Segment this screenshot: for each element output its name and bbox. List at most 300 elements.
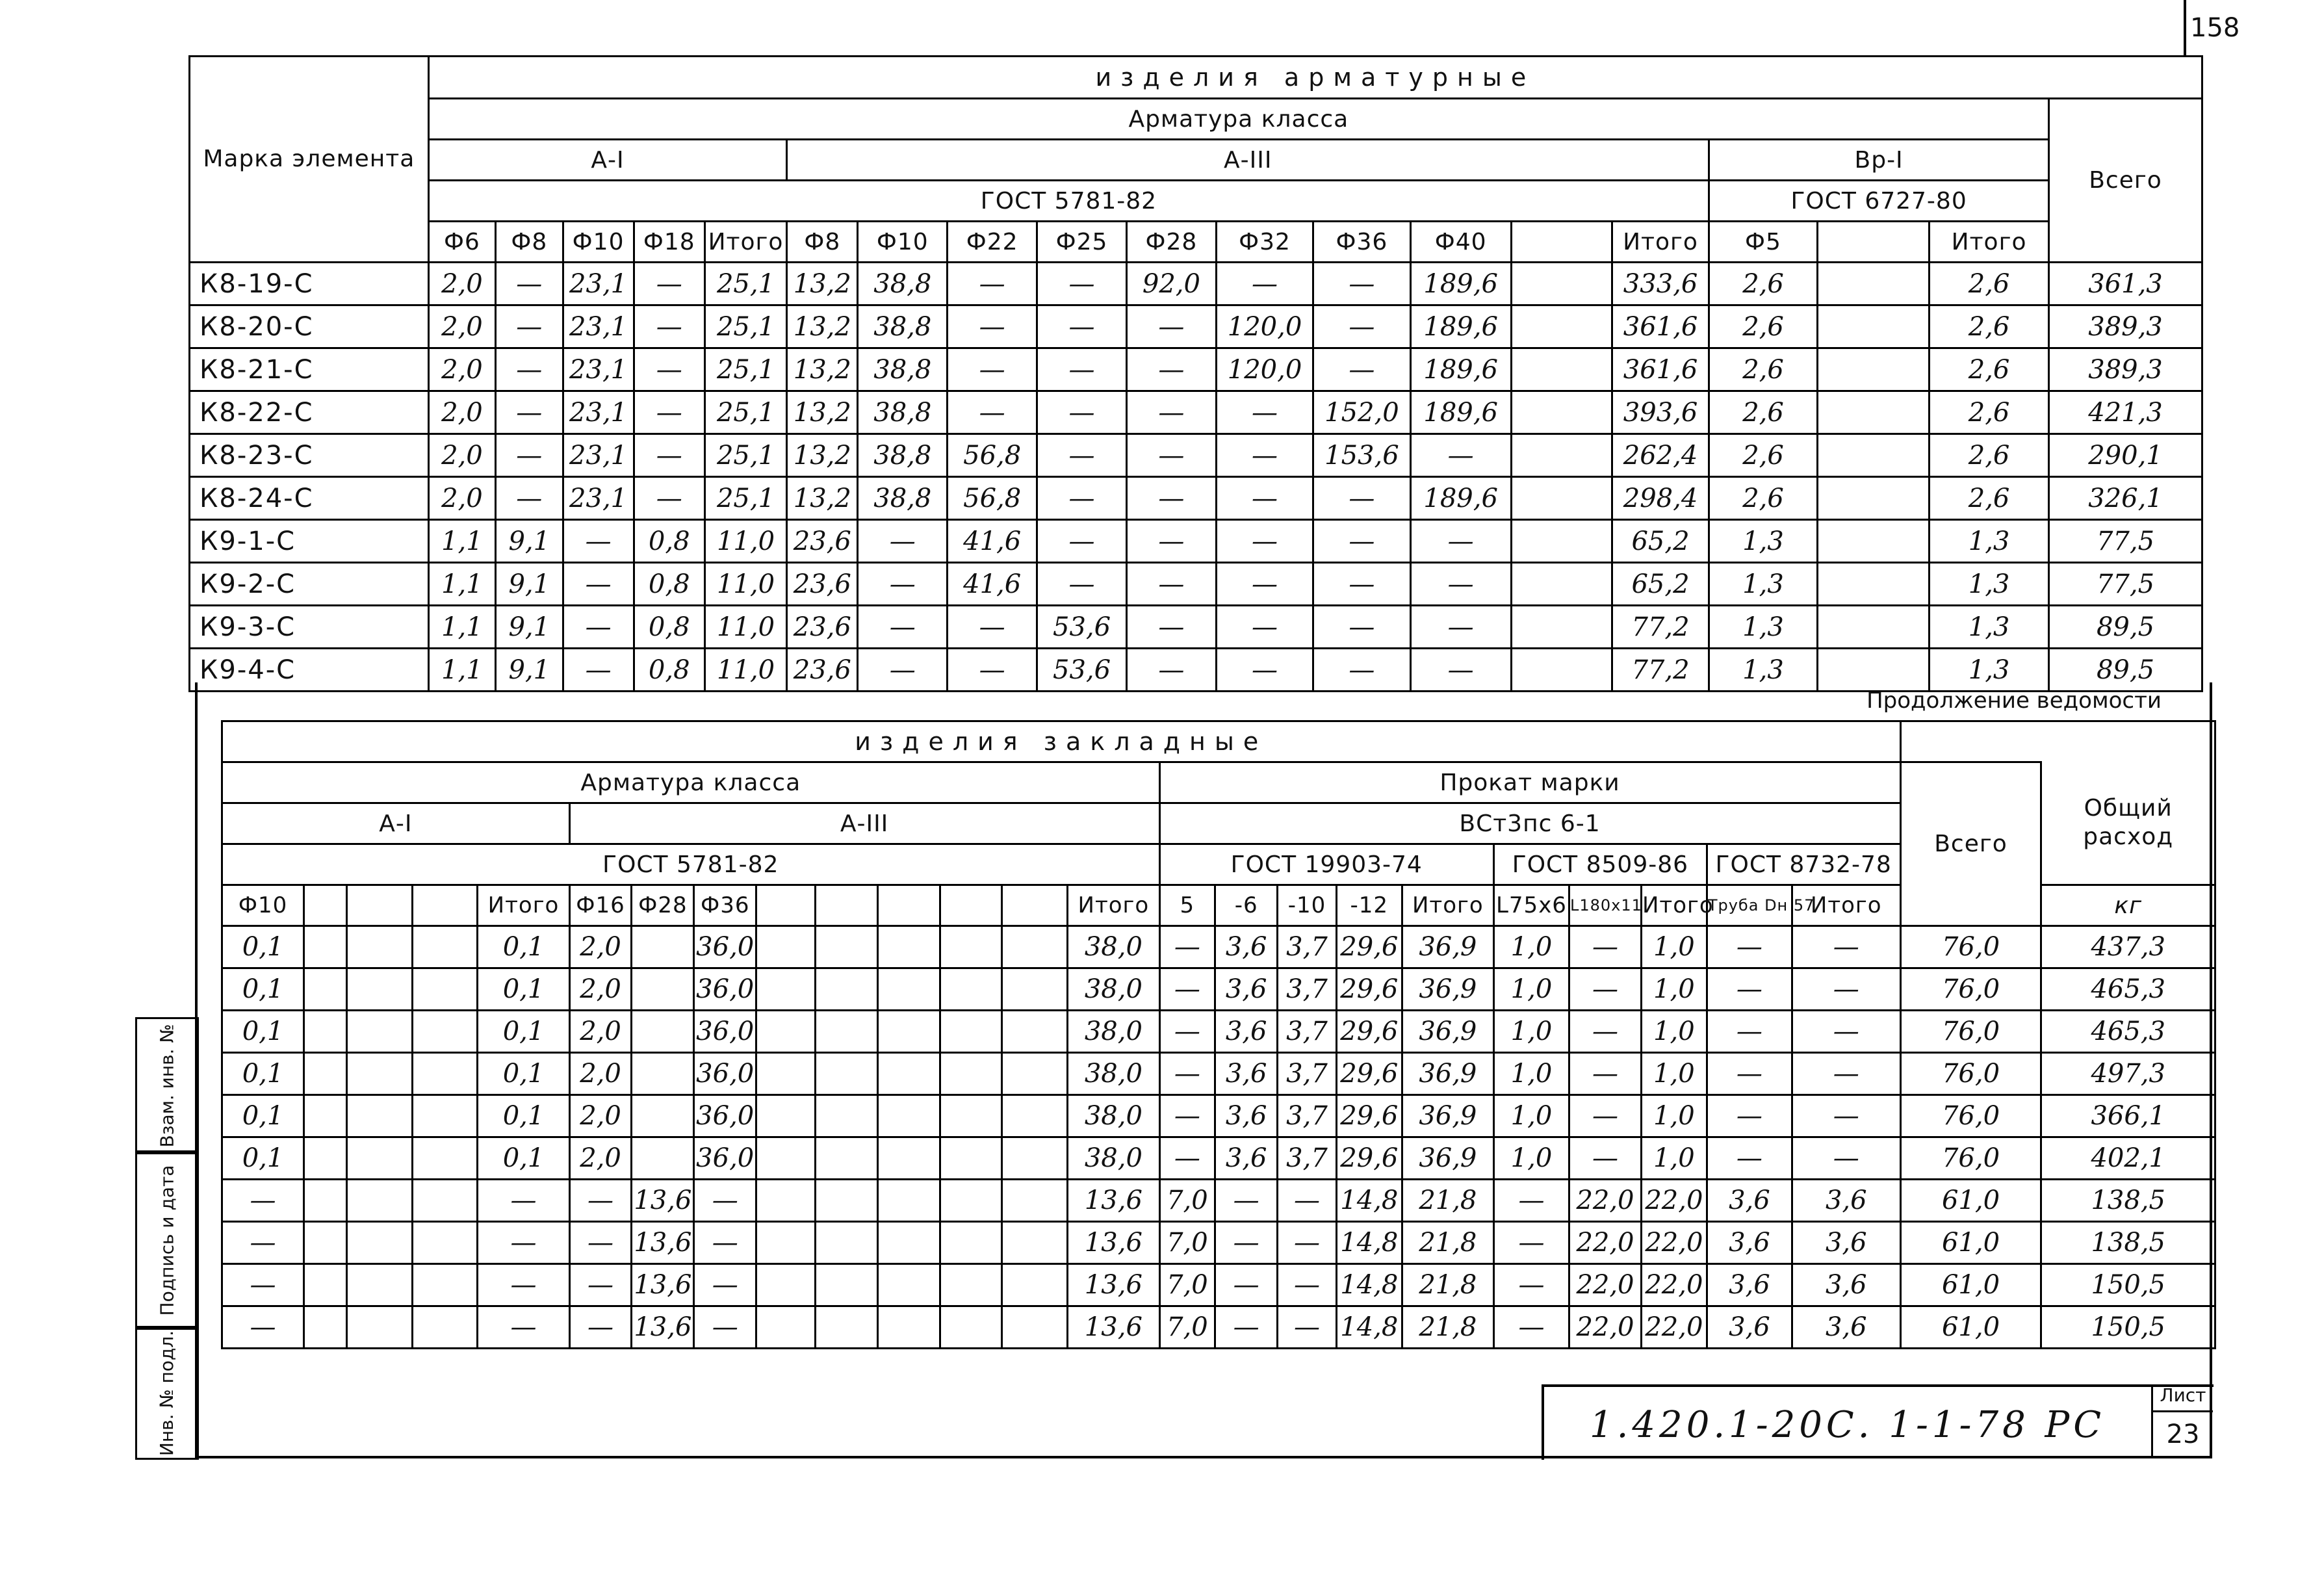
bottom-column-header: Ф36 xyxy=(694,885,756,926)
table-row xyxy=(190,563,2202,606)
table-row xyxy=(190,305,2202,348)
table-cell: 2,6 xyxy=(1709,263,1818,305)
table-cell: — xyxy=(948,348,1037,391)
table-cell: — xyxy=(1569,1137,1641,1180)
table-cell: — xyxy=(1037,348,1127,391)
table-cell: — xyxy=(1569,1095,1641,1137)
row-total: 89,5 xyxy=(2049,606,2202,649)
row-total: 77,5 xyxy=(2049,563,2202,606)
table-cell: 7,0 xyxy=(1159,1180,1215,1222)
top-column-header xyxy=(1511,222,1612,263)
table-cell xyxy=(877,926,940,968)
table-cell: — xyxy=(478,1180,569,1222)
table-cell xyxy=(815,1053,877,1095)
table-cell: 1,3 xyxy=(1709,520,1818,563)
bottom-group-a3: А-III xyxy=(569,803,1159,844)
table-cell: 29,6 xyxy=(1336,1011,1402,1053)
table-cell xyxy=(412,1222,478,1264)
row-total: 61,0 xyxy=(1900,1264,2041,1306)
table-cell: 2,0 xyxy=(428,348,495,391)
table-cell: 2,0 xyxy=(428,305,495,348)
prokat-header: Прокат марки xyxy=(1159,762,1900,803)
table-row xyxy=(190,434,2202,477)
table-cell: — xyxy=(858,563,948,606)
table-cell xyxy=(815,1011,877,1053)
table-cell: 2,0 xyxy=(428,391,495,434)
table-cell: — xyxy=(1313,606,1410,649)
table-cell: — xyxy=(1707,968,1792,1011)
table-cell: 120,0 xyxy=(1216,305,1313,348)
table-cell: 25,1 xyxy=(704,477,786,520)
top-column-header: Ф25 xyxy=(1037,222,1127,263)
table-cell: 0,8 xyxy=(634,606,704,649)
table-cell: — xyxy=(1707,1095,1792,1137)
row-total: 76,0 xyxy=(1900,968,2041,1011)
table-cell xyxy=(412,1053,478,1095)
table-cell: 22,0 xyxy=(1641,1222,1707,1264)
bottom-column-header: Итого xyxy=(1641,885,1707,926)
table-cell xyxy=(877,1306,940,1349)
table-cell: — xyxy=(1215,1180,1278,1222)
table-cell: 14,8 xyxy=(1336,1222,1402,1264)
table-cell: 38,0 xyxy=(1068,926,1159,968)
row-overall: 497,3 xyxy=(2041,1053,2215,1095)
table-cell xyxy=(632,926,694,968)
table-cell: 1,3 xyxy=(1930,563,2049,606)
table-cell xyxy=(1002,968,1068,1011)
table-cell: — xyxy=(1126,477,1216,520)
table-cell: 65,2 xyxy=(1612,520,1709,563)
table-row xyxy=(222,1053,2215,1095)
element-mark: К8-21-С xyxy=(190,348,429,391)
table-cell: 38,0 xyxy=(1068,1095,1159,1137)
table-cell: 25,1 xyxy=(704,263,786,305)
table-cell xyxy=(304,1222,347,1264)
table-cell: — xyxy=(222,1306,304,1349)
table-cell: — xyxy=(222,1180,304,1222)
table-cell: 1,0 xyxy=(1493,926,1569,968)
top-column-header: Итого xyxy=(1930,222,2049,263)
table-cell: 361,6 xyxy=(1612,348,1709,391)
table-cell: 0,1 xyxy=(478,1011,569,1053)
table-cell: — xyxy=(1313,520,1410,563)
table-cell: 13,6 xyxy=(1068,1264,1159,1306)
table-cell: 1,0 xyxy=(1493,1137,1569,1180)
table-cell: — xyxy=(563,606,634,649)
table-cell: 0,1 xyxy=(478,1095,569,1137)
table-cell: — xyxy=(634,305,704,348)
table-cell: — xyxy=(1707,1137,1792,1180)
table-cell: 77,2 xyxy=(1612,649,1709,692)
table-cell: — xyxy=(1792,1011,1900,1053)
bottom-column-header xyxy=(412,885,478,926)
table-cell: 3,6 xyxy=(1707,1180,1792,1222)
table-row xyxy=(222,1180,2215,1222)
table-cell xyxy=(756,1222,816,1264)
table-cell: — xyxy=(694,1222,756,1264)
table-cell: — xyxy=(1313,348,1410,391)
table-cell: 23,1 xyxy=(563,477,634,520)
table-cell xyxy=(1817,477,1929,520)
table-cell: 25,1 xyxy=(704,434,786,477)
table-cell: 1,0 xyxy=(1641,1053,1707,1095)
table-cell: 41,6 xyxy=(948,520,1037,563)
table-cell: 2,0 xyxy=(569,926,632,968)
bottom-column-header: Итого xyxy=(478,885,569,926)
bottom-column-header xyxy=(1002,885,1068,926)
table-cell xyxy=(1511,263,1612,305)
stamp-signature-date-label: Подпись и дата xyxy=(156,1165,178,1315)
row-total: 61,0 xyxy=(1900,1306,2041,1349)
bottom-column-header: L180x11 xyxy=(1569,885,1641,926)
table-row xyxy=(190,477,2202,520)
gost-vr: ГОСТ 6727-80 xyxy=(1709,181,2049,222)
table-cell: 3,7 xyxy=(1278,1053,1337,1095)
table-cell: — xyxy=(1410,606,1511,649)
table-cell: — xyxy=(496,434,563,477)
table-cell: 189,6 xyxy=(1410,263,1511,305)
table-cell: — xyxy=(563,520,634,563)
table-cell: 22,0 xyxy=(1569,1264,1641,1306)
table-cell: 2,6 xyxy=(1930,434,2049,477)
table-cell: 38,8 xyxy=(858,477,948,520)
row-overall: 366,1 xyxy=(2041,1095,2215,1137)
top-column-header: Ф32 xyxy=(1216,222,1313,263)
table-cell xyxy=(756,1095,816,1137)
table-cell: 13,6 xyxy=(632,1222,694,1264)
bottom-column-header: Труба Dн 57 xyxy=(1707,885,1792,926)
table-cell: 0,1 xyxy=(222,1095,304,1137)
table-cell: 36,0 xyxy=(694,1053,756,1095)
document-code: 1.420.1-20С. 1-1-78 РС xyxy=(1590,1404,2106,1446)
table-row xyxy=(222,1306,2215,1349)
row-overall: 437,3 xyxy=(2041,926,2215,968)
table-cell: 92,0 xyxy=(1126,263,1216,305)
table-cell: 3,6 xyxy=(1792,1306,1900,1349)
row-total: 326,1 xyxy=(2049,477,2202,520)
table-cell: 22,0 xyxy=(1641,1180,1707,1222)
table-cell: 14,8 xyxy=(1336,1180,1402,1222)
table-cell: 36,9 xyxy=(1402,926,1493,968)
table-cell xyxy=(1817,348,1929,391)
bottom-table-title: изделия закладные xyxy=(222,721,1901,762)
table-cell: — xyxy=(563,563,634,606)
table-cell: — xyxy=(478,1306,569,1349)
bottom-gost-a: ГОСТ 19903-74 xyxy=(1159,844,1493,885)
row-total: 89,5 xyxy=(2049,649,2202,692)
table-cell xyxy=(346,1053,412,1095)
table-cell: 1,3 xyxy=(1709,563,1818,606)
table-cell xyxy=(304,1095,347,1137)
table-cell: 1,0 xyxy=(1641,1095,1707,1137)
table-cell: 1,3 xyxy=(1709,649,1818,692)
top-column-header: Ф22 xyxy=(948,222,1037,263)
frame-left-line xyxy=(195,682,198,1459)
table-cell: — xyxy=(478,1264,569,1306)
table-cell: 3,7 xyxy=(1278,1011,1337,1053)
table-cell: 13,2 xyxy=(787,263,858,305)
table-cell: 2,6 xyxy=(1709,348,1818,391)
element-mark: К9-3-С xyxy=(190,606,429,649)
element-mark: К8-19-С xyxy=(190,263,429,305)
table-cell: 38,8 xyxy=(858,434,948,477)
stamp-signature-date xyxy=(135,1150,199,1330)
table-cell: 333,6 xyxy=(1612,263,1709,305)
table-cell: 3,7 xyxy=(1278,926,1337,968)
bottom-column-header: Ф10 xyxy=(222,885,304,926)
table-cell: 23,6 xyxy=(787,649,858,692)
row-total: 61,0 xyxy=(1900,1180,2041,1222)
table-cell: — xyxy=(1313,263,1410,305)
table-cell xyxy=(412,1137,478,1180)
table-cell: 25,1 xyxy=(704,348,786,391)
table-cell: — xyxy=(1569,926,1641,968)
continuation-caption: Продолжение ведомости xyxy=(1866,688,2162,714)
table-cell xyxy=(940,1095,1002,1137)
table-cell xyxy=(412,968,478,1011)
table-cell: 2,6 xyxy=(1930,305,2049,348)
table-cell: 0,1 xyxy=(222,926,304,968)
table-cell: — xyxy=(569,1306,632,1349)
row-total: 76,0 xyxy=(1900,926,2041,968)
group-a1: А-I xyxy=(428,140,787,181)
top-column-header: Ф5 xyxy=(1709,222,1818,263)
table-cell: — xyxy=(1037,391,1127,434)
table-cell xyxy=(756,968,816,1011)
table-cell: 23,1 xyxy=(563,348,634,391)
element-mark: К8-22-С xyxy=(190,391,429,434)
bottom-column-header: Ф28 xyxy=(632,885,694,926)
bottom-column-header: Итого xyxy=(1068,885,1159,926)
top-column-header: Ф28 xyxy=(1126,222,1216,263)
table-cell: 2,0 xyxy=(428,477,495,520)
table-cell: 56,8 xyxy=(948,434,1037,477)
table-cell: 3,6 xyxy=(1215,926,1278,968)
table-cell: — xyxy=(948,263,1037,305)
table-cell: — xyxy=(948,606,1037,649)
table-cell: — xyxy=(948,305,1037,348)
table-cell: 2,0 xyxy=(569,968,632,1011)
table-cell: 3,6 xyxy=(1215,1095,1278,1137)
table-cell: 3,7 xyxy=(1278,1095,1337,1137)
table-cell xyxy=(304,1306,347,1349)
table-cell: — xyxy=(1037,305,1127,348)
table-cell: 0,1 xyxy=(222,968,304,1011)
table-cell xyxy=(1817,305,1929,348)
table-cell: 361,6 xyxy=(1612,305,1709,348)
table-cell xyxy=(940,1011,1002,1053)
element-mark: К8-20-С xyxy=(190,305,429,348)
table-cell: — xyxy=(1569,1053,1641,1095)
table-cell: 393,6 xyxy=(1612,391,1709,434)
table-cell: 189,6 xyxy=(1410,477,1511,520)
table-cell: — xyxy=(1037,520,1127,563)
table-cell: — xyxy=(1410,563,1511,606)
bottom-column-header: -6 xyxy=(1215,885,1278,926)
table-cell: 25,1 xyxy=(704,305,786,348)
table-cell: 1,0 xyxy=(1493,1053,1569,1095)
table-cell: 3,6 xyxy=(1215,1137,1278,1180)
table-cell: 38,8 xyxy=(858,305,948,348)
table-cell xyxy=(304,926,347,968)
bottom-title-row xyxy=(222,721,2215,762)
table-cell: — xyxy=(1126,305,1216,348)
table-cell: 0,1 xyxy=(222,1053,304,1095)
table-cell xyxy=(412,1095,478,1137)
bottom-group-a1: А-I xyxy=(222,803,570,844)
table-cell xyxy=(756,1011,816,1053)
bottom-column-header: Ф16 xyxy=(569,885,632,926)
table-cell: 153,6 xyxy=(1313,434,1410,477)
table-cell: — xyxy=(1037,434,1127,477)
table-cell: 1,0 xyxy=(1641,968,1707,1011)
gost-a: ГОСТ 5781-82 xyxy=(428,181,1709,222)
table-cell: 2,0 xyxy=(428,434,495,477)
table-cell: 2,0 xyxy=(569,1095,632,1137)
table-cell: — xyxy=(1569,968,1641,1011)
table-cell: — xyxy=(1126,563,1216,606)
table-row xyxy=(190,263,2202,305)
table-cell: — xyxy=(1216,477,1313,520)
table-cell: 14,8 xyxy=(1336,1264,1402,1306)
top-column-header: Ф8 xyxy=(496,222,563,263)
table-cell: — xyxy=(948,649,1037,692)
table-cell xyxy=(304,1011,347,1053)
table-cell: — xyxy=(1313,305,1410,348)
table-cell: — xyxy=(694,1306,756,1349)
table-cell: — xyxy=(478,1222,569,1264)
table-cell: 2,6 xyxy=(1709,305,1818,348)
row-overall: 402,1 xyxy=(2041,1137,2215,1180)
bottom-title-blank xyxy=(1900,721,2215,762)
bottom-gost-arm: ГОСТ 5781-82 xyxy=(222,844,1160,885)
table-cell: 23,1 xyxy=(563,263,634,305)
table-cell: — xyxy=(1216,563,1313,606)
table-cell xyxy=(1002,926,1068,968)
table-cell: — xyxy=(1410,520,1511,563)
table-cell: 22,0 xyxy=(1641,1264,1707,1306)
table-cell xyxy=(632,1095,694,1137)
table-cell: 38,8 xyxy=(858,348,948,391)
table-cell xyxy=(1511,477,1612,520)
table-cell xyxy=(1817,649,1929,692)
row-overall: 138,5 xyxy=(2041,1222,2215,1264)
table-cell xyxy=(877,968,940,1011)
table-row xyxy=(222,1095,2215,1137)
table-cell: 189,6 xyxy=(1410,391,1511,434)
table-cell: — xyxy=(222,1222,304,1264)
table-cell: — xyxy=(1216,434,1313,477)
table-cell xyxy=(1002,1137,1068,1180)
table-cell xyxy=(877,1222,940,1264)
table-cell: 36,9 xyxy=(1402,1011,1493,1053)
top-title-row xyxy=(190,57,2202,99)
table-row xyxy=(222,968,2215,1011)
table-cell xyxy=(940,926,1002,968)
table-cell xyxy=(877,1011,940,1053)
element-mark: К8-23-С xyxy=(190,434,429,477)
table-cell: 53,6 xyxy=(1037,649,1127,692)
table-cell xyxy=(1002,1222,1068,1264)
top-column-header: Ф6 xyxy=(428,222,495,263)
table-cell: 36,0 xyxy=(694,968,756,1011)
table-cell: 38,0 xyxy=(1068,1137,1159,1180)
table-cell xyxy=(304,1180,347,1222)
table-cell: 3,6 xyxy=(1215,1053,1278,1095)
table-cell: 1,3 xyxy=(1930,649,2049,692)
table-cell: 56,8 xyxy=(948,477,1037,520)
overall-header: Общий расход xyxy=(2041,762,2215,885)
table-cell: — xyxy=(1215,1264,1278,1306)
table-cell xyxy=(815,1137,877,1180)
table-cell: 0,1 xyxy=(478,1053,569,1095)
row-total: 76,0 xyxy=(1900,1053,2041,1095)
table-cell: 298,4 xyxy=(1612,477,1709,520)
table-cell: — xyxy=(1216,606,1313,649)
table-cell: 21,8 xyxy=(1402,1264,1493,1306)
table-cell: 14,8 xyxy=(1336,1306,1402,1349)
table-cell: 2,6 xyxy=(1930,348,2049,391)
table-cell xyxy=(1002,1095,1068,1137)
table-cell xyxy=(412,926,478,968)
table-cell: 1,0 xyxy=(1493,1095,1569,1137)
table-cell: 1,3 xyxy=(1709,606,1818,649)
row-total: 389,3 xyxy=(2049,348,2202,391)
table-cell xyxy=(1002,1053,1068,1095)
table-cell: 2,6 xyxy=(1930,391,2049,434)
table-cell: 9,1 xyxy=(496,649,563,692)
table-cell: 21,8 xyxy=(1402,1222,1493,1264)
bottom-column-header xyxy=(756,885,816,926)
table-cell: — xyxy=(496,305,563,348)
prokat-steel: ВСт3пс 6-1 xyxy=(1159,803,1900,844)
top-column-header: Ф10 xyxy=(858,222,948,263)
bottom-gost-b: ГОСТ 8509-86 xyxy=(1493,844,1707,885)
table-cell: 1,1 xyxy=(428,520,495,563)
table-cell xyxy=(304,1264,347,1306)
table-cell: — xyxy=(1313,563,1410,606)
top-column-header-row xyxy=(190,222,2202,263)
table-cell: 1,1 xyxy=(428,606,495,649)
table-cell: 0,1 xyxy=(478,968,569,1011)
table-cell: — xyxy=(1707,1053,1792,1095)
table-cell xyxy=(346,1180,412,1222)
table-cell: — xyxy=(1126,391,1216,434)
table-cell xyxy=(304,1137,347,1180)
table-cell: — xyxy=(694,1264,756,1306)
table-cell xyxy=(1002,1011,1068,1053)
table-cell xyxy=(815,1095,877,1137)
bottom-column-header: L75x6 xyxy=(1493,885,1569,926)
reinforcement-products-table xyxy=(188,55,2203,692)
table-cell xyxy=(632,1137,694,1180)
table-cell: 2,0 xyxy=(569,1011,632,1053)
table-cell: 2,6 xyxy=(1709,434,1818,477)
table-cell xyxy=(632,1053,694,1095)
table-cell: — xyxy=(858,520,948,563)
table-cell: 7,0 xyxy=(1159,1306,1215,1349)
bottom-column-header xyxy=(877,885,940,926)
bottom-column-header: Итого xyxy=(1402,885,1493,926)
row-total: 77,5 xyxy=(2049,520,2202,563)
table-cell: 3,6 xyxy=(1792,1222,1900,1264)
table-cell: 13,2 xyxy=(787,348,858,391)
arm-class-header: Арматура класса xyxy=(428,99,2048,140)
table-cell: 9,1 xyxy=(496,563,563,606)
table-cell: — xyxy=(1159,1095,1215,1137)
table-row xyxy=(190,606,2202,649)
table-cell: 38,0 xyxy=(1068,1053,1159,1095)
